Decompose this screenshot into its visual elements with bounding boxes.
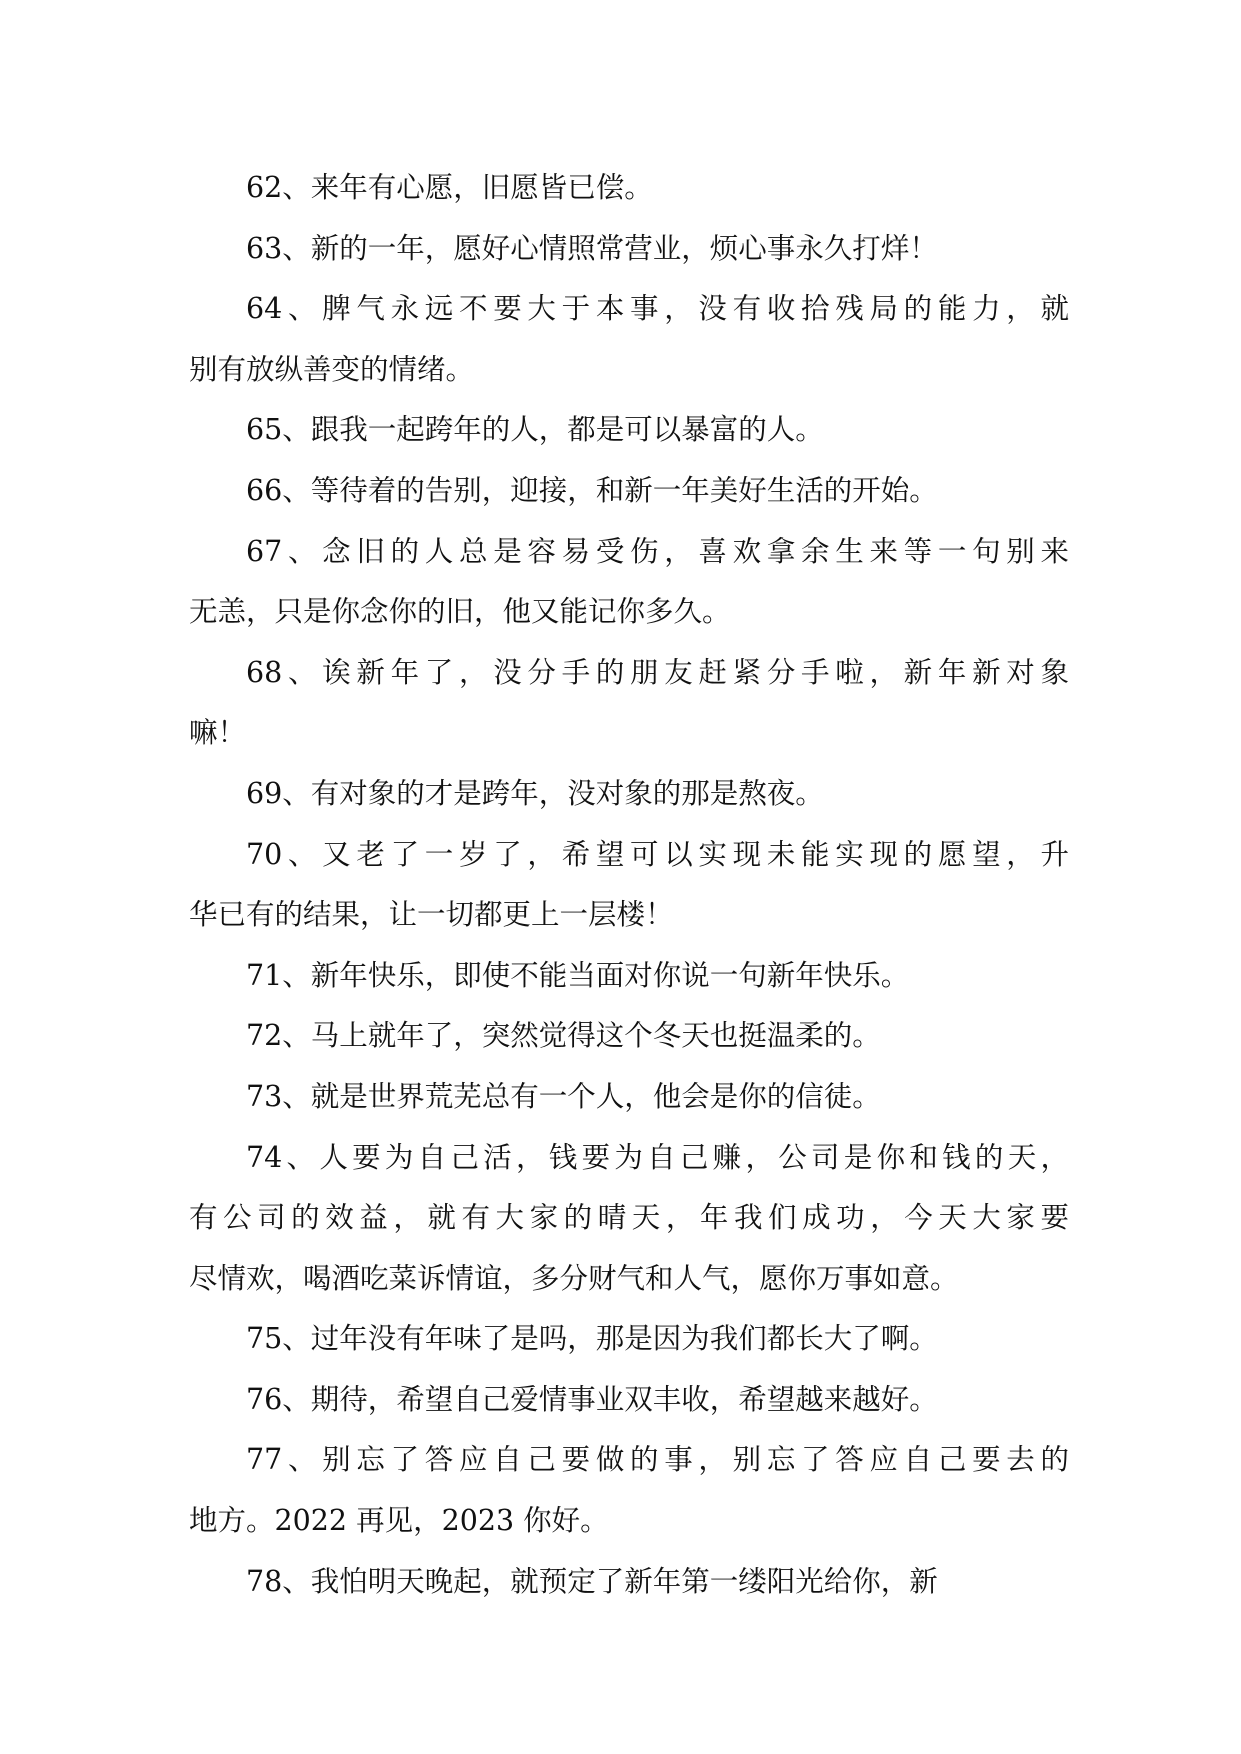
- paragraph-line: 68、诶新年了，没分手的朋友赶紧分手啦，新年新对象: [246, 655, 1069, 689]
- paragraph-line: 65、跟我一起跨年的人，都是可以暴富的人。: [246, 413, 824, 447]
- paragraph: [189, 1006, 1069, 1067]
- paragraph: [189, 1430, 1069, 1551]
- paragraph-line: 67、念旧的人总是容易受伤，喜欢拿余生来等一句别来: [246, 534, 1069, 568]
- paragraph: [189, 1552, 1069, 1613]
- paragraph: [189, 1309, 1069, 1370]
- paragraph-line: 无恙，只是你念你的旧，他又能记你多久。: [189, 595, 731, 629]
- paragraph: [189, 643, 1069, 764]
- paragraph-line: 华已有的结果，让一切都更上一层楼！: [189, 898, 674, 932]
- paragraph: [189, 825, 1069, 946]
- paragraph-line: 有公司的效益，就有大家的晴天，年我们成功，今天大家要: [189, 1201, 1069, 1235]
- paragraph-line: 77、别忘了答应自己要做的事，别忘了答应自己要去的: [246, 1443, 1069, 1477]
- paragraph: [189, 219, 1069, 280]
- paragraph-line: 69、有对象的才是跨年，没对象的那是熬夜。: [246, 776, 824, 810]
- paragraph-line: 74、人要为自己活，钱要为自己赚，公司是你和钱的天，: [246, 1140, 1069, 1174]
- paragraph-line: 76、期待，希望自己爱情事业双丰收，希望越来越好。: [246, 1382, 938, 1416]
- paragraph-line: 63、新的一年，愿好心情照常营业，烦心事永久打烊！: [246, 231, 938, 265]
- paragraph-line: 嘛！: [189, 716, 247, 750]
- paragraph: [189, 279, 1069, 400]
- paragraph: [189, 1067, 1069, 1128]
- paragraph: [189, 461, 1069, 522]
- paragraph-line: 78、我怕明天晚起，就预定了新年第一缕阳光给你，新: [246, 1564, 938, 1598]
- paragraph: [189, 1370, 1069, 1431]
- paragraph-line: 尽情欢，喝酒吃菜诉情谊，多分财气和人气，愿你万事如意。: [189, 1261, 959, 1295]
- paragraph-line: 75、过年没有年味了是吗，那是因为我们都长大了啊。: [246, 1322, 938, 1356]
- paragraph: [189, 522, 1069, 643]
- paragraph: [189, 400, 1069, 461]
- paragraph-line: 72、马上就年了，突然觉得这个冬天也挺温柔的。: [246, 1019, 881, 1053]
- paragraph-line: 70、又老了一岁了，希望可以实现未能实现的愿望，升: [246, 837, 1069, 871]
- paragraph-line: 71、新年快乐，即使不能当面对你说一句新年快乐。: [246, 958, 910, 992]
- paragraph: [189, 764, 1069, 825]
- paragraph-line: 62、来年有心愿，旧愿皆已偿。: [246, 171, 653, 204]
- paragraph: [189, 1128, 1069, 1310]
- paragraph-line: 地方。2022 再见，2023 你好。: [189, 1504, 609, 1538]
- paragraph: [189, 158, 1069, 219]
- document-body: [189, 158, 1069, 1612]
- paragraph-line: 66、等待着的告别，迎接，和新一年美好生活的开始。: [246, 473, 938, 507]
- paragraph-line: 73、就是世界荒芜总有一个人，他会是你的信徒。: [246, 1079, 881, 1113]
- paragraph: [189, 946, 1069, 1007]
- paragraph-line: 别有放纵善变的情绪。: [189, 352, 475, 386]
- paragraph-line: 64、脾气永远不要大于本事，没有收拾残局的能力，就: [246, 292, 1069, 326]
